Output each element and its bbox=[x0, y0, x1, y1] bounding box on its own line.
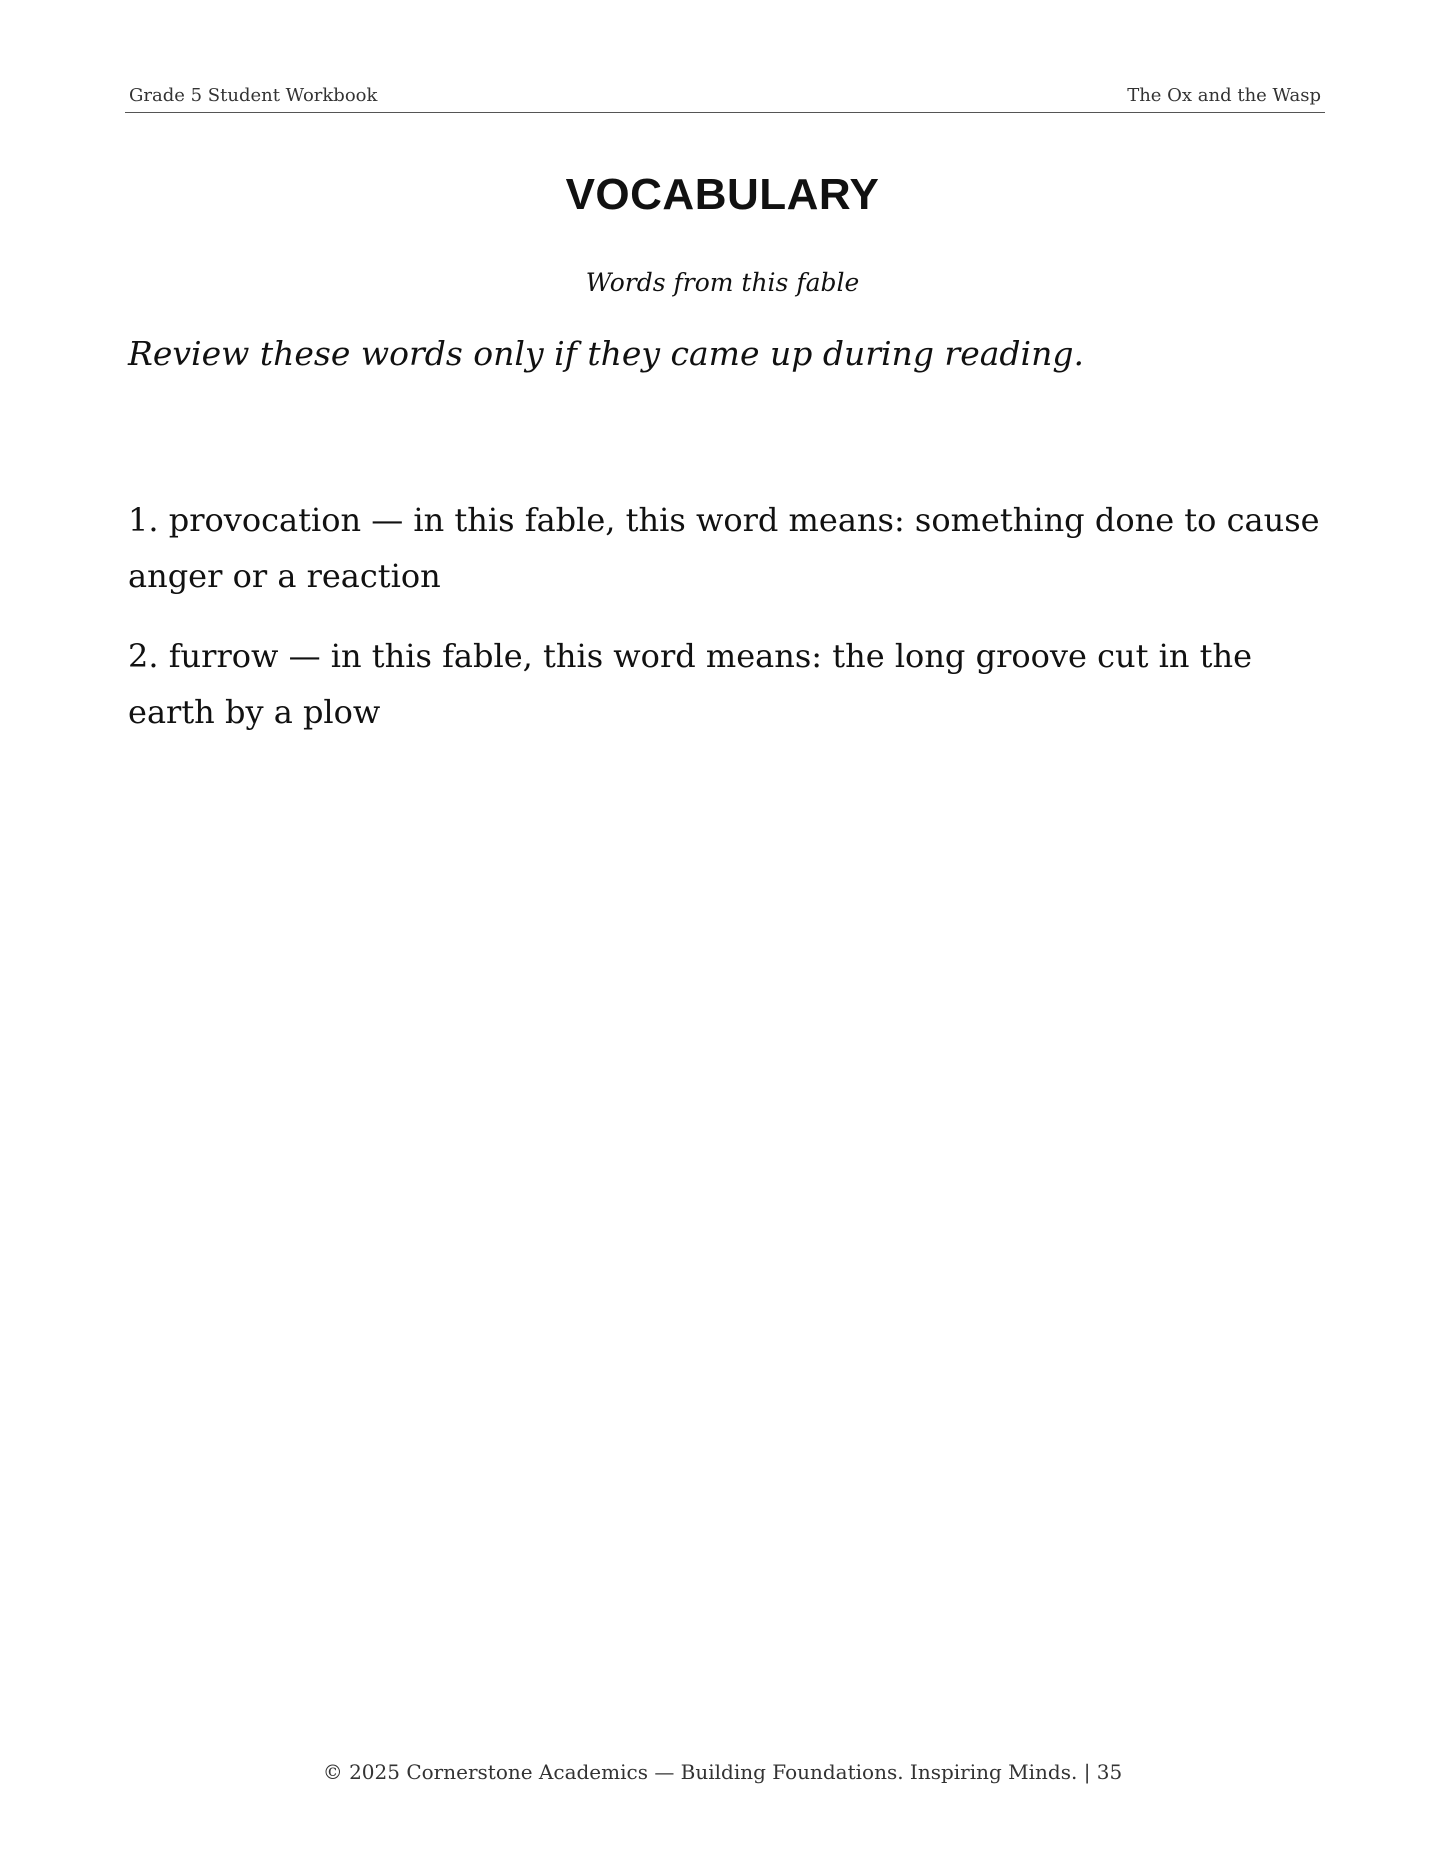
header-book-title: Grade 5 Student Workbook bbox=[129, 85, 378, 106]
vocabulary-item: 2. furrow — in this fable, this word means: the long groove cut in the earth by a plow bbox=[128, 637, 1253, 731]
running-header bbox=[125, 82, 1325, 113]
page-footer: © 2025 Cornerstone Academics — Building Foundations. Inspiring Minds. | 35 bbox=[322, 1760, 1123, 1784]
page-subtitle: Words from this fable bbox=[585, 268, 860, 297]
page-title: VOCABULARY bbox=[565, 170, 880, 219]
vocabulary-item: 1. provocation — in this fable, this word means: something done to cause anger or a reaction bbox=[128, 501, 1320, 595]
vocabulary-list bbox=[128, 492, 1338, 764]
header-story-title: The Ox and the Wasp bbox=[1127, 85, 1321, 106]
instruction-text: Review these words only if they came up during reading. bbox=[128, 334, 1084, 373]
